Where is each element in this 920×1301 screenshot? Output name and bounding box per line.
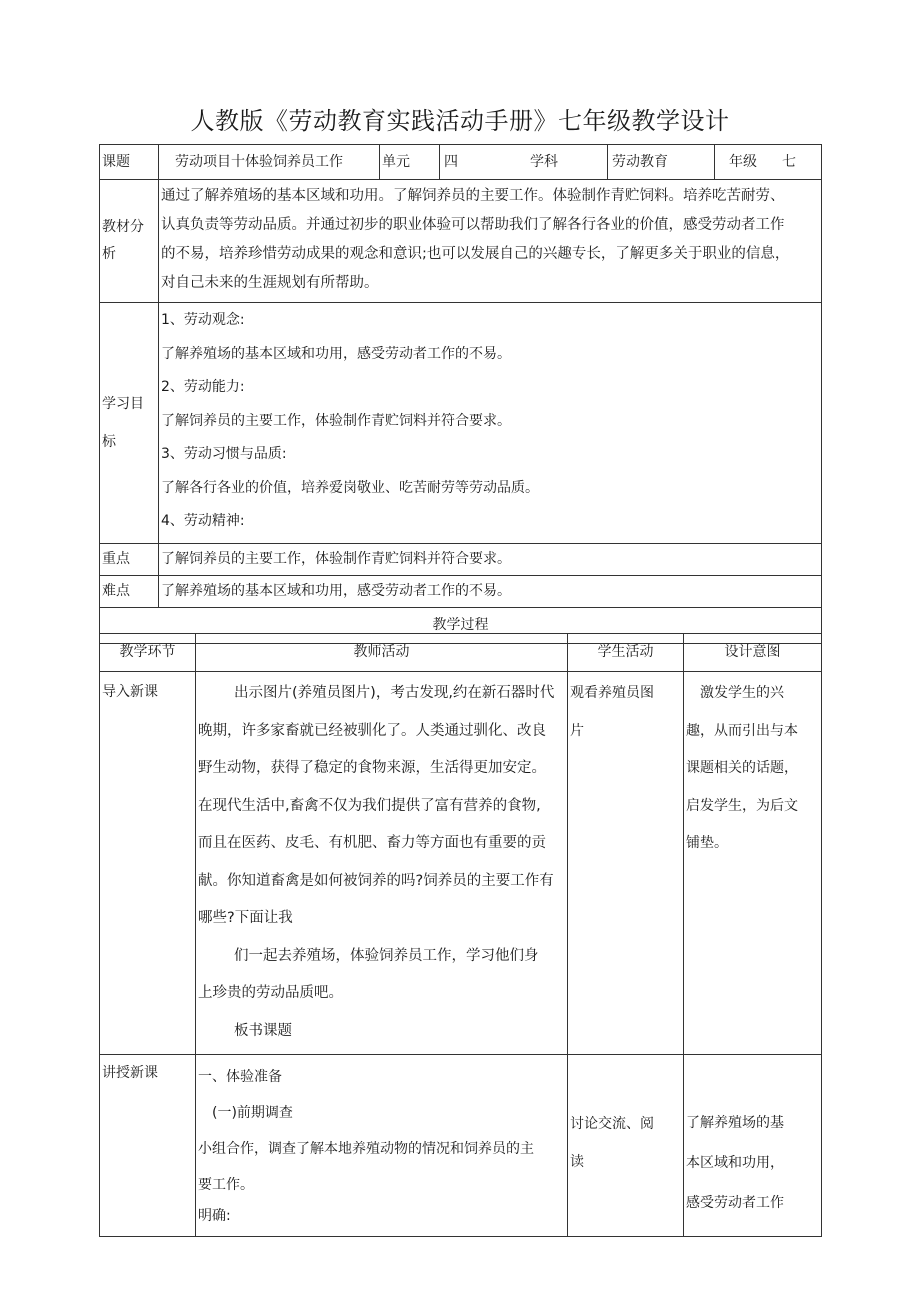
material-line: 的不易，培养珍惜劳动成果的观念和意识;也可以发展自己的兴趣专长，了解更多关于职业的信息， [161,246,790,262]
teacher-line: 要工作。 [198,1177,254,1193]
teacher-line: 野生动物，获得了稳定的食物来源，生活得更加安定。 [198,760,546,776]
grade-cell [715,145,822,180]
info-table [99,144,822,644]
course-value: 劳动项目十体验饲养员工作 [175,153,343,170]
intent-line: 趣，从而引出与本 [686,722,798,739]
key-point-cell [159,543,822,575]
difficulty-label: 难点 [102,582,130,599]
teacher-line: (一)前期调查 [212,1105,293,1121]
col-header-student: 学生活动 [568,634,684,672]
student-activity-cell [568,672,684,1055]
course-label: 课题 [102,153,130,170]
intent-cell [684,672,822,1055]
teacher-line: 们一起去养殖场，体验饲养员工作，学习他们身 [234,947,539,964]
subject-value: 劳动教育 [612,153,668,170]
teacher-activity-cell [196,672,568,1055]
teacher-line: 晚期，许多家畜就已经被驯化了。人类通过驯化、改良 [198,722,546,739]
stage-name: 导入新课 [102,684,158,700]
stage-name: 讲授新课 [102,1065,158,1081]
col-header-stage: 教学环节 [100,634,196,672]
key-point-label: 重点 [102,550,130,567]
teacher-activity-cell [196,1055,568,1237]
stage-cell [100,1055,196,1237]
intent-line: 感受劳动者工作 [686,1195,784,1211]
goal-item: 了解养殖场的基本区域和功用，感受劳动者工作的不易。 [161,345,511,362]
goal-item: 了解饲养员的主要工作，体验制作青贮饲料并符合要求。 [161,412,511,429]
table-row [100,672,822,1055]
teacher-line: 哪些?下面让我 [198,910,293,926]
goal-item: 3、劳动习惯与品质: [161,446,287,462]
unit-value: 四 [444,153,458,170]
table-row [100,1055,822,1237]
course-value-cell [159,145,380,180]
intent-line: 铺垫。 [686,835,728,851]
teacher-line: 板书课题 [234,1022,292,1039]
col-header-intent: 设计意图 [684,634,822,672]
goals-label-cell [100,303,159,544]
intent-cell [684,1055,822,1237]
process-table [99,633,822,1237]
material-content-cell [159,180,822,303]
difficulty-label-cell [100,575,159,607]
goal-item: 2、劳动能力: [161,379,245,395]
intent-line: 启发学生，为后文 [686,797,798,814]
goal-item: 了解各行各业的价值，培养爱岗敬业、吃苦耐劳等劳动品质。 [161,479,539,496]
teacher-line: 出示图片(养殖员图片)，考古发现,约在新石器时代 [234,685,555,701]
teacher-line: 献。你知道畜禽是如何被饲养的吗?饲养员的主要工作有 [198,872,554,889]
unit-label: 单元 [382,153,410,170]
material-line: 对自己未来的生涯规划有所帮助。 [161,275,379,291]
goal-item: 4、劳动精神: [161,513,245,529]
student-line: 观看养殖员图 [570,685,654,701]
grade-label: 年级 [729,153,757,170]
subject-label: 学科 [530,153,558,170]
student-activity-cell [568,1055,684,1237]
goals-label: 学习目标 [102,395,144,450]
teacher-line: 上珍贵的劳动品质吧。 [198,985,343,1001]
process-heading: 教学过程 [432,616,489,633]
student-line: 片 [570,722,584,739]
stage-cell [100,672,196,1055]
intent-line: 本区域和功用， [686,1155,784,1171]
grade-value: 七 [782,153,796,170]
material-label: 教材分析 [102,219,144,262]
page-title: 人教版《劳动教育实践活动手册》七年级教学设计 [190,107,730,135]
col-header-teacher: 教师活动 [196,634,568,672]
key-point-label-cell [100,543,159,575]
course-label-cell [100,145,159,180]
subject-value-cell [608,145,715,180]
teacher-line: 小组合作，调查了解本地养殖动物的情况和饲养员的主 [198,1141,534,1157]
intent-line: 激发学生的兴 [700,685,784,701]
student-line: 读 [570,1154,584,1170]
intent-line: 了解养殖场的基 [686,1115,784,1131]
material-line: 认真负责等劳动品质。并通过初步的职业体验可以帮助我们了解各行各业的价值，感受劳动者工作 [161,217,785,233]
teacher-line: 在现代生活中,畜禽不仅为我们提供了富有营养的食物, [198,797,541,814]
teacher-line: 一、体验准备 [198,1069,282,1085]
unit-subject-cell [440,145,608,180]
difficulty-value: 了解养殖场的基本区域和功用，感受劳动者工作的不易。 [161,582,511,599]
goal-item: 1、劳动观念: [161,312,245,328]
intent-line: 课题相关的话题， [686,760,798,776]
teacher-line: 而且在医药、皮毛、有机肥、畜力等方面也有重要的贡 [198,835,546,851]
teacher-line: 明确: [198,1208,231,1224]
material-line: 通过了解养殖场的基本区域和功用。了解饲养员的主要工作。体验制作青贮饲料。培养吃苦耐劳、 [161,188,785,204]
unit-label-cell [380,145,440,180]
material-label-cell [100,180,159,303]
goals-content-cell [159,303,822,544]
key-point-value: 了解饲养员的主要工作，体验制作青贮饲料并符合要求。 [161,550,511,567]
student-line: 讨论交流、阅 [570,1116,654,1132]
difficulty-cell [159,575,822,607]
